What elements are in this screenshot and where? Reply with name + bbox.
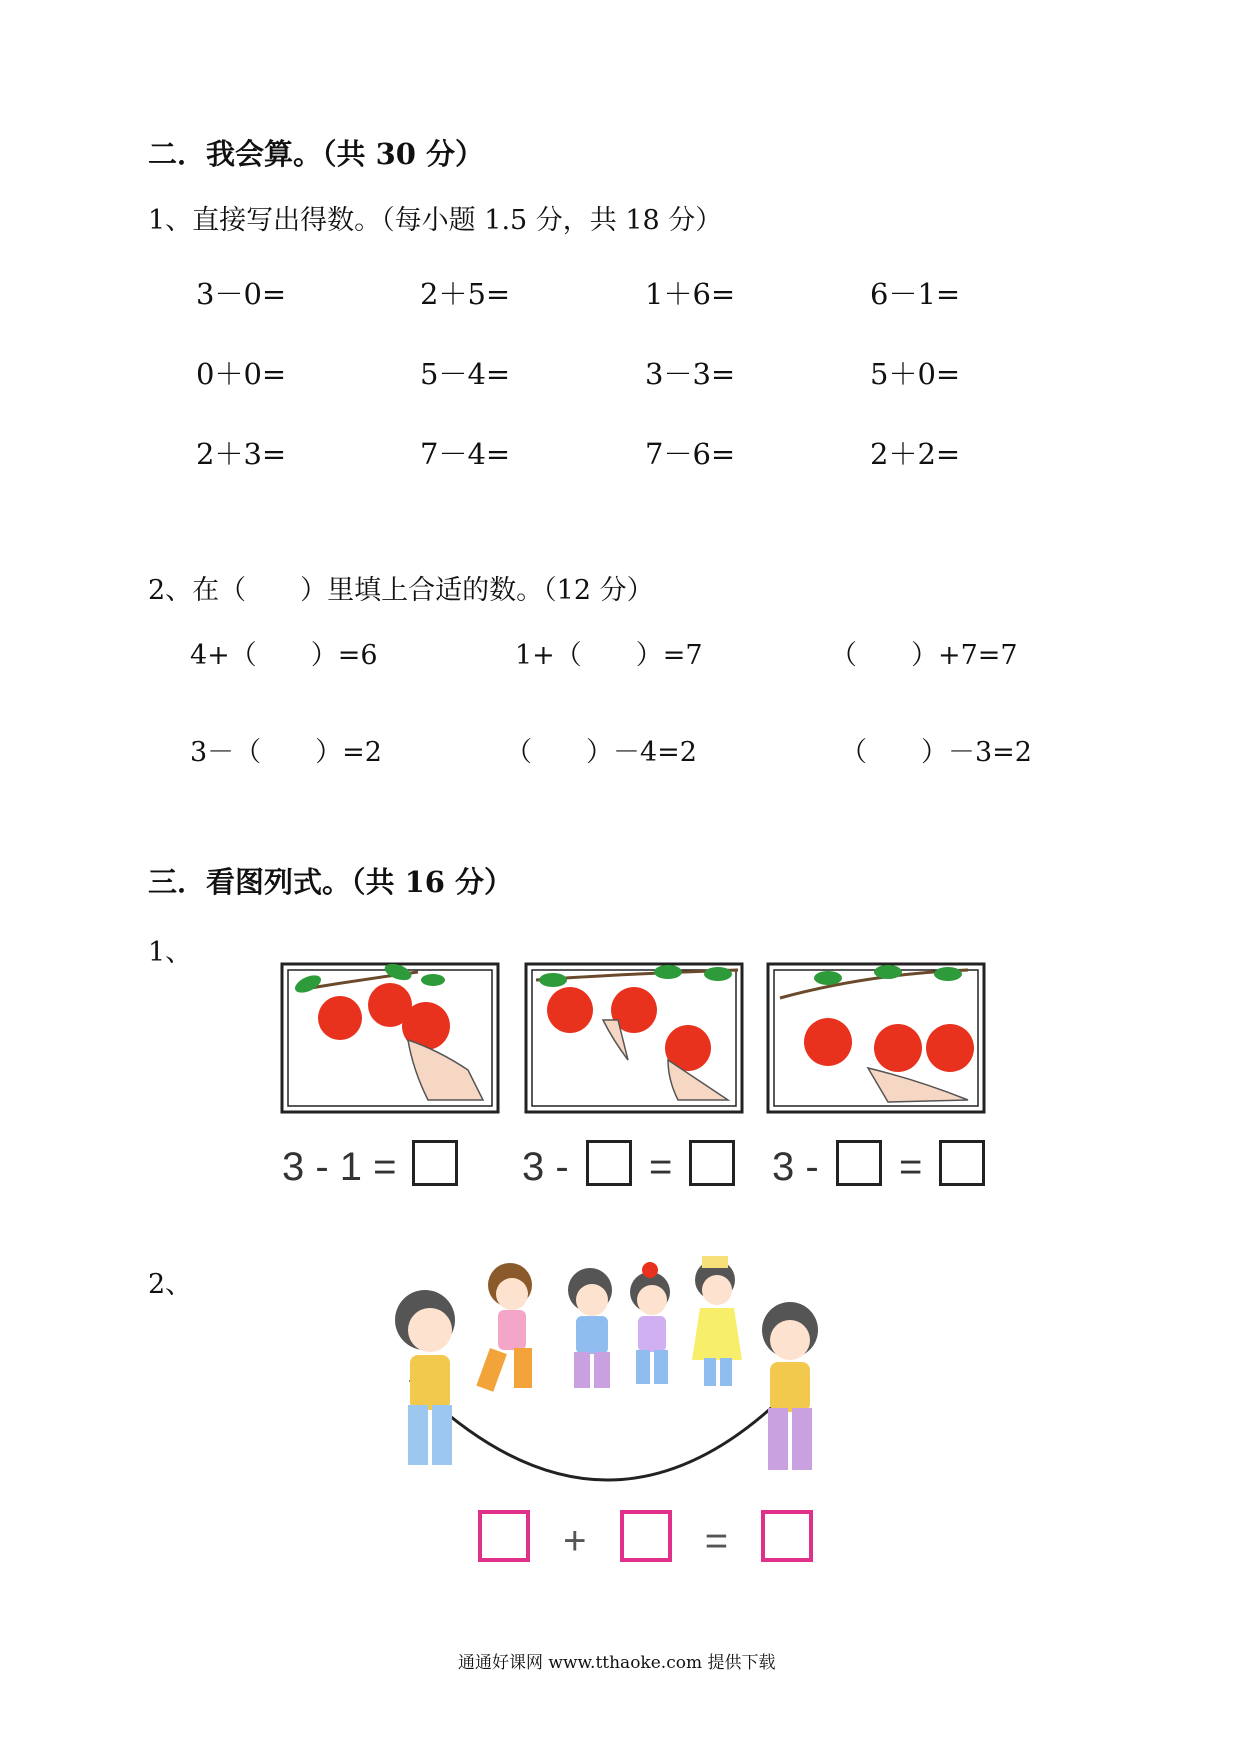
s3-q1-label: 1、: [148, 937, 193, 968]
apple-eq-2-text: 3 -: [522, 1145, 569, 1189]
arith-item: 6－1=: [870, 277, 961, 311]
q1-label: 1、直接写出得数。（每小题 1.5 分，共 18 分）: [148, 205, 723, 236]
fill-item: 4+（ ）=6: [190, 640, 378, 671]
arith-item: 5－4=: [420, 357, 511, 391]
fill-item: 3－（ ）=2: [190, 737, 382, 768]
arith-item: 2＋2=: [870, 437, 961, 471]
section2-title: 二．我会算。（共 30 分）: [148, 137, 485, 171]
arith-item: 7－4=: [420, 437, 511, 471]
fill-item: （ ）－4=2: [505, 737, 697, 768]
arith-item: 1＋6=: [645, 277, 736, 311]
apple: [318, 996, 362, 1040]
answer-box[interactable]: [836, 1140, 882, 1186]
jump-rope-illustration: [350, 1250, 890, 1500]
s3-q2-label: 2、: [148, 1269, 193, 1300]
arith-item: 7－6=: [645, 437, 736, 471]
q2-label: 2、在（ ）里填上合适的数。（12 分）: [148, 575, 654, 606]
apple-eq-3: [772, 1140, 985, 1190]
apple: [804, 1018, 852, 1066]
apple-eq-2: [522, 1140, 735, 1190]
answer-box[interactable]: [939, 1140, 985, 1186]
apple-eq-2-equals: =: [648, 1145, 673, 1189]
arith-item: 5＋0=: [870, 357, 961, 391]
child-jumping-2: [568, 1268, 612, 1388]
apple-panel-1: [282, 961, 498, 1112]
fill-item: 1+（ ）=7: [515, 640, 703, 671]
jump-rope-equation: [478, 1510, 813, 1564]
apple-eq-3-equals: =: [898, 1145, 923, 1189]
fill-item: （ ）+7=7: [830, 640, 1018, 671]
apple-eq-1-text: 3 - 1 =: [282, 1145, 397, 1189]
arith-item: 3－0=: [196, 277, 287, 311]
answer-box[interactable]: [689, 1140, 735, 1186]
arith-item: 2＋5=: [420, 277, 511, 311]
section3-title: 三．看图列式。（共 16 分）: [148, 865, 514, 899]
answer-box[interactable]: [412, 1140, 458, 1186]
apple: [547, 987, 593, 1033]
child-jumping-1: [476, 1263, 532, 1392]
apple-eq-3-text: 3 -: [772, 1145, 819, 1189]
child-jumping-3: [630, 1262, 670, 1384]
footer-text: 通通好课网 www.tthaoke.com 提供下载: [458, 1653, 776, 1673]
apple-panel-3: [768, 964, 984, 1112]
child-rope-holder-right: [762, 1302, 818, 1470]
answer-box[interactable]: [478, 1510, 530, 1562]
equals-sign: =: [704, 1519, 729, 1563]
apple: [926, 1024, 974, 1072]
arith-item: 0＋0=: [196, 357, 287, 391]
apple-panel-2: [526, 964, 742, 1112]
arith-item: 2＋3=: [196, 437, 287, 471]
fill-item: （ ）－3=2: [840, 737, 1032, 768]
plus-sign: +: [563, 1519, 587, 1563]
answer-box[interactable]: [620, 1510, 672, 1562]
apple-eq-1: [282, 1140, 458, 1190]
child-rope-holder-left: [395, 1290, 455, 1465]
arith-item: 3－3=: [645, 357, 736, 391]
child-jumping-4: [692, 1256, 742, 1386]
answer-box[interactable]: [761, 1510, 813, 1562]
answer-box[interactable]: [586, 1140, 632, 1186]
apple: [874, 1024, 922, 1072]
